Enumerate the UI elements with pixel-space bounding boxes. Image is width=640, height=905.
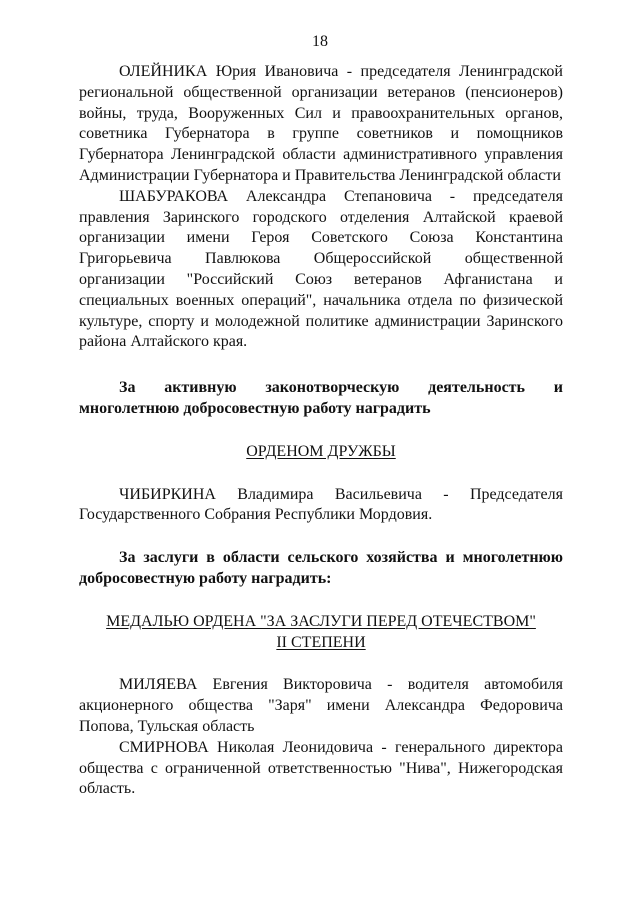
spacer <box>79 526 563 548</box>
document-body <box>79 62 563 800</box>
spacer <box>79 653 563 675</box>
award-recipient-paragraph: СМИРНОВА Николая Леонидовича - генерального директора общества с ограниченной ответственностью "Нива", Нижегородская область. <box>79 738 563 798</box>
award-title <box>79 442 563 463</box>
award-title-line: ОРДЕНОМ ДРУЖБЫ <box>246 442 396 460</box>
spacer <box>79 353 563 378</box>
award-title-line: II СТЕПЕНИ <box>276 633 366 651</box>
page-number: 18 <box>312 33 328 50</box>
spacer <box>79 463 563 485</box>
award-intro: За заслуги в области сельского хозяйства и многолетнюю добросовестную работу наградить: <box>79 549 563 587</box>
award-recipient-paragraph: ЧИБИРКИНА Владимира Васильевича - Председателя Государственного Собрания Республики Мордовия. <box>79 485 563 524</box>
award-intro: За активную законотворческую деятельность и многолетнюю добросовестную работу наградить <box>79 379 563 417</box>
spacer <box>79 590 563 612</box>
spacer <box>79 420 563 442</box>
award-title-line: МЕДАЛЬЮ ОРДЕНА "ЗА ЗАСЛУГИ ПЕРЕД ОТЕЧЕСТВОМ" <box>106 612 536 630</box>
award-title <box>79 612 563 654</box>
award-recipient-paragraph: ОЛЕЙНИКА Юрия Ивановича - председателя Ленинградской региональной общественной организации ветеранов (пенсионеров) войны, труда, Вооруженных Сил и правоохранительных органов, советника Губернатора в группе советников и помощников Губернатора Ленинградской области административного управления Администрации Губернатора и Правительства Ленинградской области <box>79 63 563 184</box>
award-recipient-paragraph: МИЛЯЕВА Евгения Викторовича - водителя автомобиля акционерного общества "Заря" имени Александра Федоровича Попова, Тульская область <box>79 676 563 735</box>
award-recipient-paragraph: ШАБУРАКОВА Александра Степановича - председателя правления Заринского городского отделения Алтайской краевой организации имени Героя Советского Союза Константина Григорьевича Павлюкова Общероссийской общественной организации "Российский Союз ветеранов Афганистана и специальных военных операций", начальника отдела по физической культуре, спорту и молодежной политике администрации Заринского района Алтайского края. <box>79 187 563 351</box>
